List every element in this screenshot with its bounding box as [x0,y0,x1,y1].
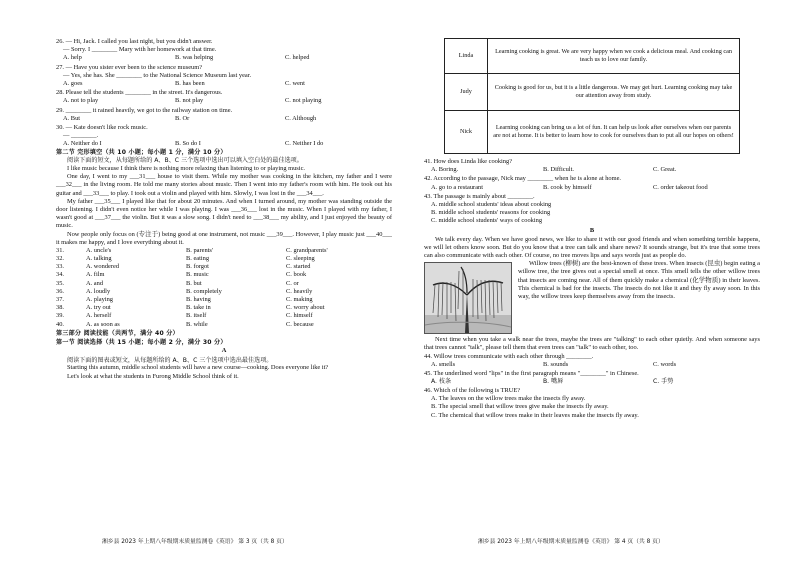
question-45: 45. The underlined word "lips" in the first paragraph means "________" in Chinese. [424,370,639,377]
option-number: 38. [56,304,64,312]
question-26-options [63,54,392,62]
cloze-option-row [56,255,392,263]
question-26: 26. — Hi, Jack. I called you last night, but you didn't answer. [56,38,213,45]
option-a: A. film [86,271,105,279]
passage-b-label: B [589,226,595,234]
option-number: 32. [56,255,64,263]
option-b: B. The special smell that willow trees give make the insects fly away. [431,403,609,411]
passage-a-paragraph-2: Let's look at what the students in Furong Middle School think of it. [67,372,239,380]
question-28-options [63,97,392,105]
option-a: A. talking [86,255,112,263]
student-opinion: Learning cooking is great. We are very happy when we cook a delicious meal. And cooking can teach us to love our family. [488,39,740,74]
passage-a-instructions: 阅读下面的图表或短文，从每题所给的 A、B、C 三个选项中选出最佳选项。 [67,356,273,364]
question-30-reply: — ________. [63,132,99,140]
passage-a-label: A [221,347,227,355]
left-column [56,38,392,381]
option-c: C. grandparents' [286,246,328,254]
passage-b-paragraph-2: Willow trees (柳树) are the best-known of these trees. When insects (昆虫) begin eating a willow tree, the tree gives out a special smell at once. This smell tells the other willow trees that insects are coming near. All of them quickly make a chemical (化学物质) in their leaves. This chemical is bad for the insects. The insects do not like it and they fly away soon. In this way, the willow trees keep themselves away from the insects. [518,260,760,300]
option-a: A. But [63,114,81,122]
option-b: B. completely [186,287,222,295]
cloze-paragraph-2: One day, I went to my ___31___ house to visit them. While my mother was cooking in the kitchen, my father and I were ___32___ in the living room. He told me many stories about music. Then I went into my father's room with him. He took out his guitar and ___33___ to play. I took out a violin and played with him. Slowly, I was lost in the ___34___. [56,173,392,197]
cloze-option-row [56,288,392,296]
option-a: A. as soon as [86,320,120,328]
option-b: B. cook by himself [543,183,592,191]
option-number: 35. [56,279,64,287]
question-30: 30. — Kate doesn't like rock music. [56,123,148,131]
option-a: A. not to play [63,97,99,105]
option-c: C. The chemical that willow trees make in their leaves make the insects fly away. [431,411,639,419]
question-43: 43. The passage is mainly about ________. [424,192,535,200]
opinions-table [444,38,740,154]
option-b: B. itself [186,312,207,320]
cloze-option-row [56,247,392,255]
question-28: 28. Please tell the students ________ in the street. It's dangerous. [56,89,223,97]
cloze-paragraph-4: Now people only focus on (专注于) being good at one instrument, not music ___39___. However, I play music just ___40___ it makes me happy, and I love everything about it. [56,230,392,246]
passage-a-paragraph-1: Starting this autumn, middle school students will have a new course—cooking. Does everyone like it? [67,364,329,372]
passage-b-paragraph-1: We talk every day. When we have good news, we like to share it with our good friends and when something terrible happens, we will let others know soon. But do you know that a tree can talk and share news? It sounds strange, but it's true that some trees can also communicate with each other. Of course, no tree moves lips and says words just as people do. [424,235,760,260]
option-b: B. So do I [175,140,201,148]
passage-b-paragraph-3: Next time when you take a walk near the trees, maybe the trees are "talking" to each other quietly. And when someone says that trees cannot "talk", please tell them that even trees can "talk" to each other, too. [424,336,760,352]
option-a: A. help [63,54,82,62]
option-c: C. not playing [285,97,322,105]
option-b: B. parents' [186,246,214,254]
option-b: B. eating [186,255,210,263]
question-42-options [431,184,760,192]
option-c: C. book [286,271,307,279]
section-2-instructions: 阅读下面的短文，从每题所给的 A、B、C 三个选项中选出可以填入空白处的最佳选项。 [67,157,303,165]
cloze-option-row [56,312,392,320]
option-a: A. middle school students' ideas about cooking [431,200,552,208]
option-c: C. making [286,296,313,304]
option-number: 33. [56,263,64,271]
section-2-title: 第二节 完形填空（共 10 小题；每小题 1 分，满分 10 分） [56,149,227,157]
cloze-option-row [56,280,392,288]
option-a: A. Neither do I [63,140,102,148]
option-c: C. went [285,79,305,87]
option-a: A. Boring. [431,166,459,174]
option-c: C. Neither I do [285,140,324,148]
option-b: B. middle school students' reasons for cooking [431,209,551,217]
option-b: B. not play [175,97,204,105]
cloze-option-row [56,304,392,312]
option-b: B. forgot [186,263,209,271]
table-row [445,39,740,74]
student-name: Nick [445,111,488,154]
option-c: C. order takeout food [653,183,708,191]
option-b: B. music [186,271,209,279]
passage-b-body [424,260,760,301]
option-a: A. herself [86,312,112,320]
cloze-options [56,247,392,329]
student-name: Linda [445,39,488,74]
option-a: A. loudly [86,287,111,295]
option-b: B. sounds [543,360,569,368]
table-row [445,74,740,111]
option-c: C. middle school students' ways of cooking [431,217,543,225]
page-footer-right: 湘乡县 2023 年上期八年级期末质量监测卷《英语》 第 4 页（共 8 页） [478,539,664,545]
option-c: C. 手势 [653,378,674,386]
cloze-option-row [56,271,392,279]
student-name: Judy [445,74,488,111]
option-a: A. 枝条 [431,378,452,386]
option-number: 36. [56,287,64,295]
question-45-options [431,378,760,386]
cloze-paragraph-1: I like music because I think there is nothing more relaxing than listening to or playing music. [67,165,305,173]
option-a: A. playing [86,296,113,304]
option-number: 40. [56,320,64,328]
option-b: B. having [186,296,211,304]
question-46: 46. Which of the following is TRUE? [424,386,521,394]
table-row [445,111,740,154]
option-c: C. helped [285,54,310,62]
question-30-options [63,140,392,148]
question-27-options [63,80,392,88]
option-a: A. goes [63,79,83,87]
option-number: 37. [56,296,64,304]
cloze-option-row [56,321,392,329]
option-number: 34. [56,271,64,279]
question-41-options [431,166,760,174]
question-41: 41. How does Linda like cooking? [424,158,513,165]
willow-tree-illustration [424,262,512,334]
option-number: 31. [56,246,64,254]
student-opinion: Learning cooking can bring us a lot of fun. It can help us look after ourselves when our parents are not at home. It is better to learn how to cook for ourselves than to put all our hopes on others! [488,111,740,154]
question-44-options [431,361,760,369]
option-a: A. go to a restaurant [431,183,483,191]
option-b: B. take in [186,304,211,312]
option-b: B. Or [175,114,190,122]
option-c: C. himself [286,312,313,320]
question-26-reply: — Sorry. I ________ Mary with her homework at that time. [63,46,217,54]
option-a: A. wondered [86,263,120,271]
cloze-option-row [56,263,392,271]
question-42: 42. According to the passage, Nick may ________ when he is alone at home. [424,175,621,183]
option-c: C. words [653,360,677,368]
option-c: C. because [286,320,314,328]
option-c: C. or [286,279,299,287]
right-column [424,38,760,420]
option-c: C. sleeping [286,255,315,263]
option-b: B. was helping [175,54,214,62]
option-b: B. has been [175,79,205,87]
option-a: A. uncle's [86,246,112,254]
page-footer-left: 湘乡县 2023 年上期八年级期末质量监测卷《英语》 第 3 页（共 8 页） [102,539,288,545]
option-a: A. The leaves on the willow trees make the insects fly away. [431,395,586,403]
part-3-title: 第三部分 阅读技能（共两节，满分 40 分） [56,329,179,337]
option-b: B. Difficult. [543,166,574,174]
option-a: A. try out [86,304,111,312]
cloze-option-row [56,296,392,304]
option-b: B. but [186,279,202,287]
option-c: C. started [286,263,311,271]
question-27-reply: — Yes, she has. She ________ to the National Science Museum last year. [63,71,252,79]
option-c: C. worry about [286,304,325,312]
option-b: B. 嘴唇 [543,378,564,386]
question-27: 27. — Have you sister ever been to the science museum? [56,63,203,71]
option-number: 39. [56,312,64,320]
cloze-paragraph-3: My father ___35___ I played like that for about 20 minutes. And when I turned around, my mother was standing outside the door listening. I didn't even notice her while I was playing. I was ___36___ lost in the music. When I played with my father, I wasn't good at ___37___ the violin. But it was a slow song. I didn't need to ___38___ my ability, and I just enjoyed the beauty of music. [56,197,392,230]
option-c: C. Great. [653,166,677,174]
question-29-options [63,115,392,123]
willow-tree-icon [425,263,511,333]
option-b: B. while [186,320,208,328]
part-3-section-1-title: 第一节 阅读选择（共 15 小题；每小题 2 分，满分 30 分） [56,338,227,346]
option-a: A. and [86,279,104,287]
question-44: 44. Willow trees communicate with each other through ________. [424,352,594,360]
option-c: C. Although [285,114,317,122]
student-opinion: Cooking is good for us, but it is a little dangerous. We may get hurt. Learning cooking may take our attention away from study. [488,74,740,111]
question-29: 29. ________ it rained heavily, we got to the railway station on time. [56,106,233,114]
option-a: A. smells [431,360,456,368]
option-c: C. heavily [286,287,313,295]
